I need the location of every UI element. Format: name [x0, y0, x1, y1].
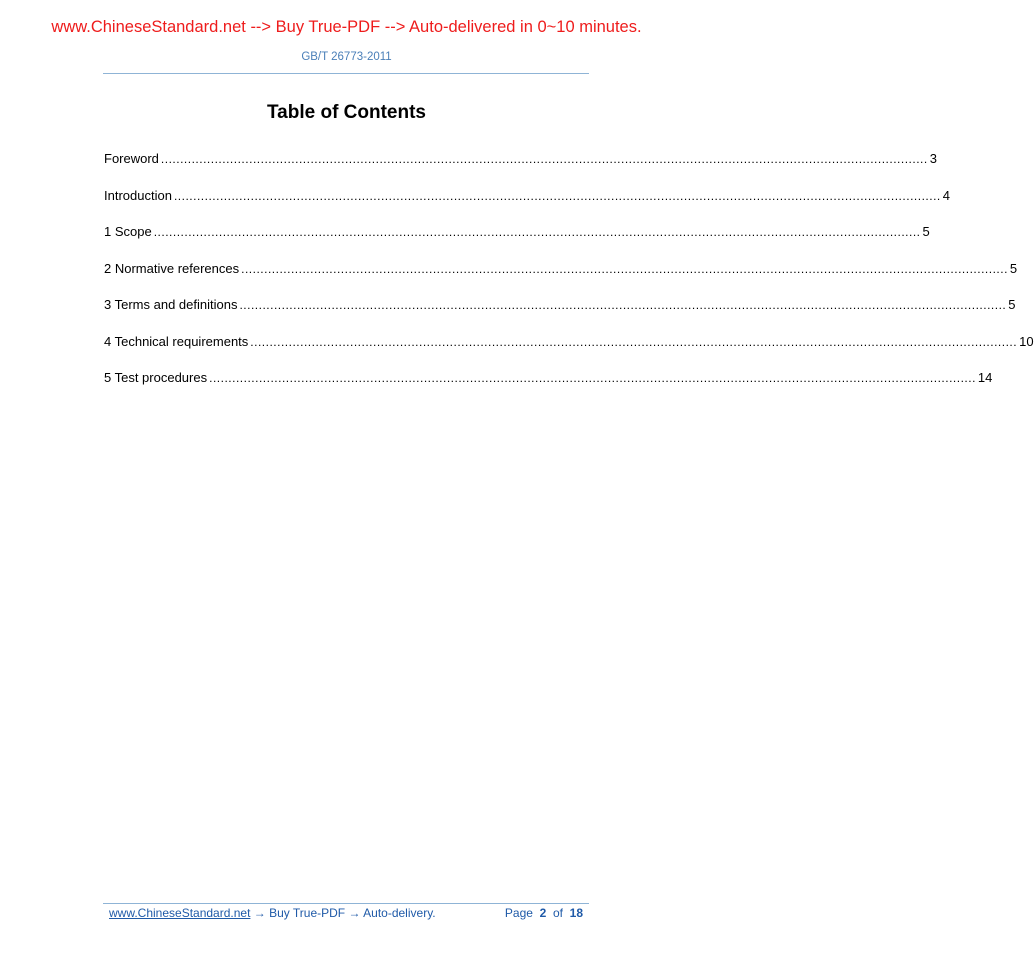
- document-code: GB/T 26773-2011: [301, 51, 392, 63]
- toc-entry-label: 3 Terms and definitions: [104, 297, 238, 312]
- page-current: 2: [539, 906, 547, 920]
- footer-delivery-text: Auto-delivery.: [363, 906, 436, 920]
- header-divider: [103, 73, 589, 74]
- toc-dot-leader: ........................................................................................................................................................................................................: [173, 188, 941, 203]
- toc-entry-label: 5 Test procedures: [104, 370, 208, 385]
- toc-entry-normative-references[interactable]: [104, 259, 1018, 296]
- toc-dot-leader: ........................................................................................................................................................................................................: [241, 261, 1008, 276]
- toc-entry-page: 10: [1019, 333, 1034, 349]
- toc-entry-label: Introduction: [104, 187, 172, 203]
- arrow-right-icon: →: [253, 906, 266, 920]
- footer-promo: [109, 906, 436, 920]
- toc-dot-leader: ........................................................................................................................................................................................................: [153, 225, 921, 239]
- toc-entry-page: 3: [929, 151, 937, 166]
- page-word: Page: [504, 906, 533, 920]
- toc-entry-foreword[interactable]: [104, 149, 937, 186]
- footer-divider: [103, 903, 589, 904]
- toc-entry-label: 1 Scope: [104, 224, 152, 239]
- toc-entry-terms-and-definitions[interactable]: [104, 295, 1016, 332]
- toc-entry-technical-requirements[interactable]: [104, 332, 1034, 369]
- arrow-right-icon: →: [348, 906, 361, 920]
- toc-entry-page: 14: [977, 370, 993, 385]
- toc-entry-test-procedures[interactable]: [104, 368, 993, 405]
- footer-site-link[interactable]: www.ChineseStandard.net: [109, 906, 251, 920]
- page-number: [505, 906, 583, 920]
- footer-buy-text: Buy True-PDF: [269, 906, 346, 920]
- toc-entry-page: 5: [922, 224, 930, 239]
- toc-entry-introduction[interactable]: [104, 186, 950, 223]
- toc-dot-leader: ........................................................................................................................................................................................................: [160, 152, 928, 166]
- toc-dot-leader: ........................................................................................................................................................................................................: [239, 298, 1007, 312]
- promo-banner[interactable]: www.ChineseStandard.net --> Buy True-PDF --> Auto-delivered in 0~10 minutes.: [51, 18, 642, 36]
- toc-entry-page: 5: [1008, 297, 1016, 312]
- page-total: 18: [569, 906, 583, 920]
- toc-entry-label: 2 Normative references: [104, 260, 240, 276]
- toc-dot-leader: ........................................................................................................................................................................................................: [250, 334, 1018, 349]
- toc-entry-scope[interactable]: [104, 222, 930, 259]
- toc-title: Table of Contents: [266, 102, 427, 123]
- toc-entry-page: 5: [1009, 260, 1018, 276]
- toc-entry-label: 4 Technical requirements: [104, 333, 249, 349]
- toc-list: [104, 149, 1034, 405]
- page-of-word: of: [552, 906, 563, 920]
- toc-entry-page: 4: [942, 187, 950, 203]
- toc-entry-label: Foreword: [104, 151, 159, 166]
- toc-dot-leader: ........................................................................................................................................................................................................: [209, 371, 976, 385]
